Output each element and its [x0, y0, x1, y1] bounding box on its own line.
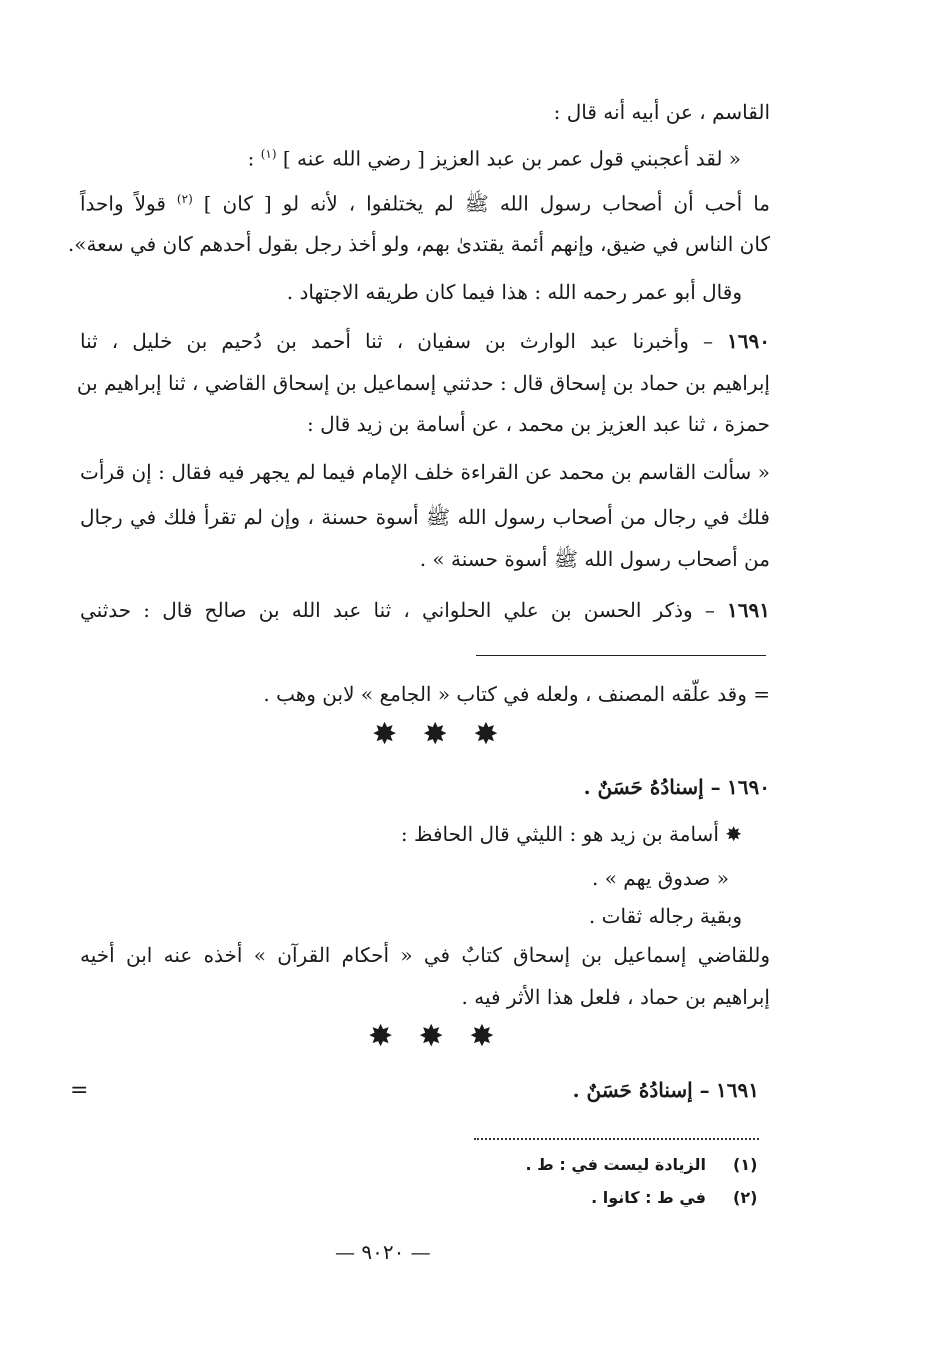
quote-line-9: « سألت القاسم بن محمد عن القراءة خلف الإمام فيما لم يجهر فيه فقال : إن قرأت	[80, 460, 770, 484]
commentary-grade-1691: – إسنادُهُ حَسَنٌ .	[572, 1078, 710, 1102]
footnote-ref-1: (١)	[260, 147, 277, 161]
quote-line-10: فلك في رجال من أصحاب رسول الله ﷺ أسوة حسنة ، وإن لم تقرأ فلك في رجال	[80, 505, 770, 529]
footnote-divider	[476, 655, 766, 656]
text-line-3a: ما أحب أن أصحاب رسول الله ﷺ لم يختلفوا ، لأنه لو [ كان ]	[203, 191, 771, 216]
footnote-1-number: (١)	[733, 1155, 758, 1174]
text-line-3	[80, 185, 770, 218]
hadith-1690-line-1	[80, 327, 770, 355]
colon: :	[247, 146, 255, 171]
text-line-3b: قولاً واحداً	[80, 191, 166, 216]
footnote-1-text: الزيادة ليست في : ط .	[525, 1155, 706, 1174]
hadith-number-1691: ١٦٩١	[727, 598, 770, 622]
footnotes-divider	[474, 1138, 759, 1140]
quote-text: « لقد أعجبني قول عمر بن عبد العزيز [ رضي الله عنه ]	[282, 146, 741, 171]
commentary-grade-1690: – إسنادُهُ حَسَنٌ .	[583, 775, 721, 799]
stars-separator-1: ✸ ✸ ✸	[372, 717, 507, 752]
hadith-1690-line-2: إبراهيم بن حماد بن إسحاق قال : حدثني إسماعيل بن إسحاق القاضي ، ثنا إبراهيم بن	[76, 371, 770, 395]
text-line-5: وقال أبو عمر رحمه الله : هذا فيما كان طريقه الاجتهاد .	[286, 280, 742, 304]
commentary-number-1690: ١٦٩٠	[727, 775, 770, 799]
commentary-number-1691: ١٦٩١	[716, 1078, 759, 1102]
footnote-2-number: (٢)	[733, 1188, 758, 1207]
commentary-line-5: وبقية رجاله ثقات .	[588, 904, 742, 928]
hadith-1690-line-3: حمزة ، ثنا عبد العزيز بن محمد ، عن أسامة بن زيد قال :	[306, 412, 770, 436]
hadith-1690-text: – وأخبرنا عبد الوارث بن سفيان ، ثنا أحمد بن دُحيم بن خليل ، ثنا	[80, 329, 713, 353]
commentary-line-6: وللقاضي إسماعيل بن إسحاق كتابٌ في « أحكام القرآن » أخذه عنه ابن أخيه	[80, 943, 770, 967]
page-number: — ٩٠٢٠ —	[335, 1240, 431, 1264]
text-line-1: القاسم ، عن أبيه أنه قال :	[553, 100, 770, 124]
text-line-4: كان الناس في ضيق، وإنهم أئمة يقتدىٰ بهم، ولو أخذ رجل بقول أحدهم كان في سعة».	[67, 232, 770, 256]
hadith-number-1690: ١٦٩٠	[727, 329, 770, 353]
hadith-1691-line-1	[80, 596, 770, 624]
quote-line-11: من أصحاب رسول الله ﷺ أسوة حسنة » .	[419, 547, 770, 571]
commentary-line-7: إبراهيم بن حماد ، فلعل هذا الأثر فيه .	[461, 985, 770, 1009]
commentary-line-1: = وقد علّقه المصنف ، ولعله في كتاب « الجامع » لابن وهب .	[263, 682, 770, 706]
commentary-line-4: « صدوق يهم » .	[591, 866, 729, 890]
commentary-heading-1690	[584, 773, 770, 801]
stars-separator-2: ✸ ✸ ✸	[368, 1019, 503, 1054]
commentary-line-3: ✸ أسامة بن زيد هو : الليثي قال الحافظ :	[400, 822, 742, 846]
footnote-ref-2: (٢)	[176, 192, 193, 206]
quote-line-2	[248, 140, 741, 173]
continuation-mark: =	[70, 1078, 89, 1103]
hadith-1691-text: – وذكر الحسن بن علي الحلواني ، ثنا عبد الله بن صالح قال : حدثني	[80, 598, 715, 622]
footnote-2-text: في ط : كانوا .	[591, 1188, 706, 1207]
commentary-heading-1691	[573, 1076, 759, 1104]
